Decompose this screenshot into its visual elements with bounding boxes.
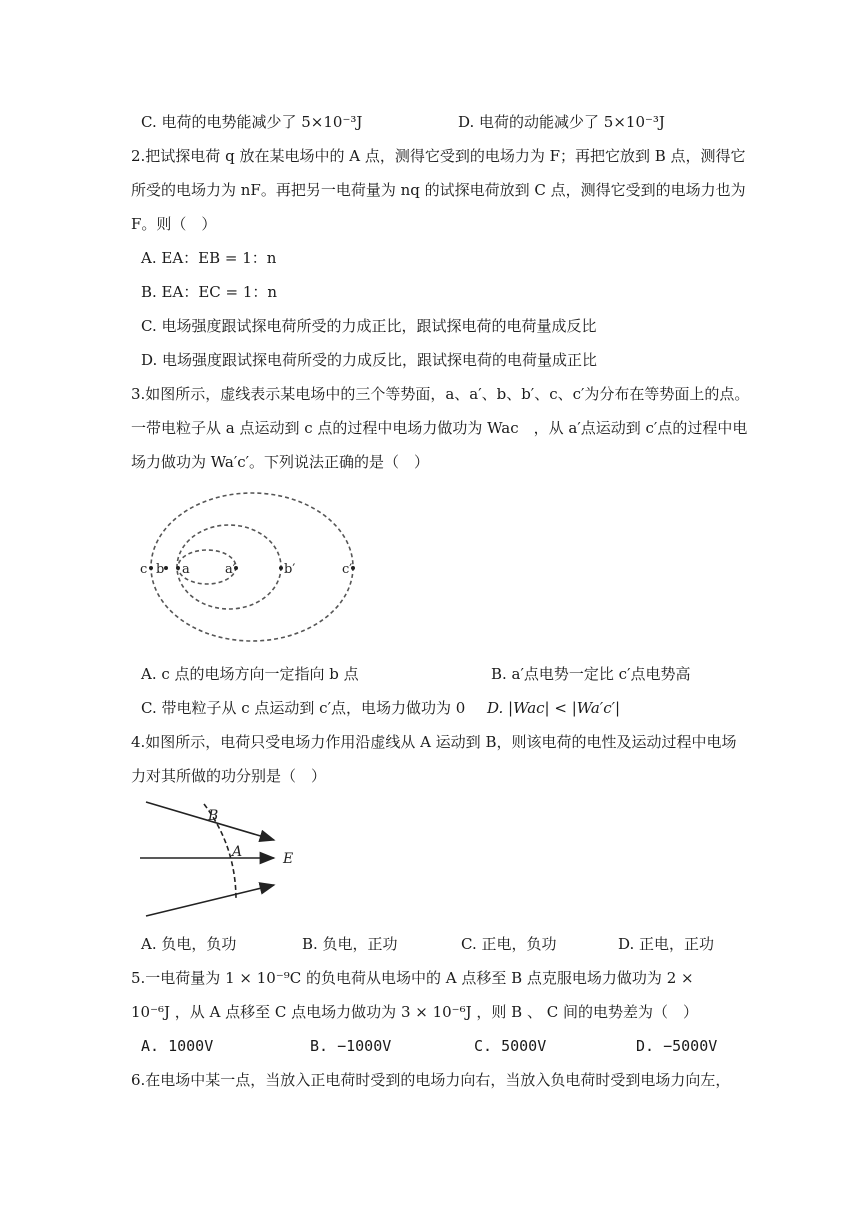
q5-stem-line-1: 5.一电荷量为 1 × 10⁻⁹C 的负电荷从电场中的 A 点移至 B 点克服电场力做功为 2 × bbox=[131, 969, 694, 987]
q2-stem-line-1: 2.把试探电荷 q 放在某电场中的 A 点，测得它受到的电场力为 F；再把它放到 B 点，测得它 bbox=[131, 147, 746, 165]
q4-stem-line-1: 4.如图所示，电荷只受电场力作用沿虚线从 A 运动到 B，则该电荷的电性及运动过程中电场 bbox=[131, 733, 737, 751]
q4-option-d: D. 正电，正功 bbox=[618, 935, 715, 953]
label-A: A bbox=[232, 844, 243, 860]
q4-option-a: A. 负电，负功 bbox=[141, 935, 237, 953]
q4-option-c: C. 正电，负功 bbox=[461, 935, 557, 953]
q3-option-d: D. |Wac| < |Wa′c′| bbox=[487, 699, 621, 717]
q3-option-a: A. c 点的电场方向一定指向 b 点 bbox=[141, 665, 359, 683]
point-b-prime bbox=[279, 566, 283, 570]
point-b bbox=[164, 566, 168, 570]
q5-option-a: A. 1000V bbox=[141, 1037, 214, 1055]
q1-option-c: C. 电荷的电势能减少了 5×10⁻³J bbox=[141, 113, 363, 131]
label-E: E bbox=[283, 851, 294, 867]
q2-option-a: A. EA：EB = 1：n bbox=[141, 249, 277, 267]
q3-option-b: B. a′点电势一定比 c′点电势高 bbox=[491, 665, 691, 683]
equipotential-figure bbox=[130, 490, 400, 650]
q1-option-d: D. 电荷的动能减少了 5×10⁻³J bbox=[458, 113, 665, 131]
q4-option-b: B. 负电，正功 bbox=[302, 935, 398, 953]
label-B: B bbox=[208, 808, 219, 824]
label-c: c bbox=[140, 562, 148, 577]
q3-stem-line-3: 场力做功为 Wa′c′。下列说法正确的是（ ） bbox=[131, 453, 430, 471]
q5-option-b: B. −1000V bbox=[310, 1037, 392, 1055]
q3-option-c: C. 带电粒子从 c 点运动到 c′点，电场力做功为 0 bbox=[141, 699, 466, 717]
q3-stem-line-1: 3.如图所示，虚线表示某电场中的三个等势面，a、a′、b、b′、c、c′为分布在等势面上的点。 bbox=[131, 385, 750, 403]
q5-option-d: D. −5000V bbox=[636, 1037, 718, 1055]
label-b-prime: b′ bbox=[284, 562, 296, 577]
field-lines-figure bbox=[140, 798, 310, 923]
label-a: a bbox=[182, 562, 190, 577]
q2-stem-line-3: F。则（ ） bbox=[131, 215, 217, 233]
q2-stem-line-2: 所受的电场力为 nF。再把另一电荷量为 nq 的试探电荷放到 C 点，测得它受到的电场力也为 bbox=[131, 181, 746, 199]
q2-option-c: C. 电场强度跟试探电荷所受的力成正比，跟试探电荷的电荷量成反比 bbox=[141, 317, 597, 335]
q5-option-c: C. 5000V bbox=[474, 1037, 547, 1055]
label-c-prime: c′ bbox=[342, 562, 353, 577]
q5-stem-line-2: 10⁻⁶J ，从 A 点移至 C 点电场力做功为 3 × 10⁻⁶J ，则 B 、 C 间的电势差为（ ） bbox=[131, 1003, 698, 1021]
point-a bbox=[176, 566, 180, 570]
q2-option-b: B. EA：EC = 1：n bbox=[141, 283, 278, 301]
q2-option-d: D. 电场强度跟试探电荷所受的力成反比，跟试探电荷的电荷量成正比 bbox=[141, 351, 598, 369]
label-a-prime: a′ bbox=[225, 562, 236, 577]
point-c bbox=[149, 566, 153, 570]
q4-stem-line-2: 力对其所做的功分别是（ ） bbox=[131, 767, 327, 785]
q6-stem-line-1: 6.在电场中某一点，当放入正电荷时受到的电场力向右，当放入负电荷时受到电场力向左， bbox=[131, 1071, 731, 1089]
label-b: b bbox=[156, 562, 165, 577]
lower-field-line bbox=[146, 885, 274, 916]
q3-stem-line-2: 一带电粒子从 a 点运动到 c 点的过程中电场力做功为 Wac ，从 a′点运动到 c′点的过程中电 bbox=[131, 419, 748, 437]
